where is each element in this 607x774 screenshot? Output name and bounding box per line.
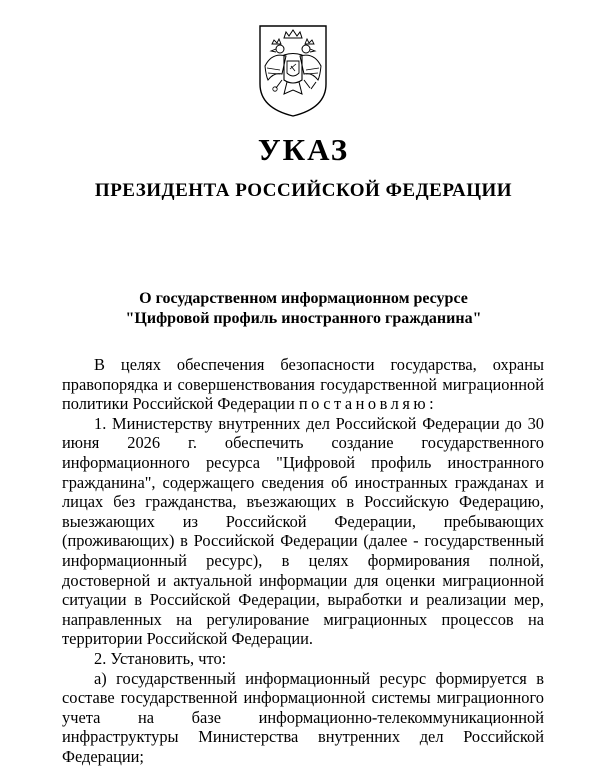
heading-line-1: О государственном информационном ресурсе [139,290,468,307]
document-title: УКАЗ [257,132,350,167]
preamble-text: В целях обеспечения безопасности государства, охраны правопорядка и совершенствования государственной миграционной политики Российской Федерации [62,355,544,414]
decree-word: постановляю: [298,394,438,414]
item-1-paragraph: 1. Министерству внутренних дел Российской Федерации до 30 июня 2026 г. обеспечить создание государственного информационного ресурса "Цифровой профиль иностранного гражданина", содержащего сведения об иностранных гражданах и лицах без гражданства, въезжающих в Российскую Федерацию, выезжающих из Российской Федерации, пребывающих (проживающих) в Российской Федерации (далее - государственный информационный ресурс), в целях формирования полной, достоверной и актуальной информации для оценки миграционной ситуации в Российской Федерации, выработки и реализации мер, направленных на регулирование миграционных процессов на территории Российской Федерации. [62,413,544,649]
heading-line-2: "Цифровой профиль иностранного гражданина" [125,310,482,327]
document-subtitle: ПРЕЗИДЕНТА РОССИЙСКОЙ ФЕДЕРАЦИИ [94,180,513,201]
preamble-paragraph [62,355,544,414]
decree-heading [60,289,547,329]
coat-of-arms-icon [256,22,330,118]
decree-body [62,355,544,766]
item-2-paragraph: 2. Установить, что: [94,648,227,668]
item-2a-paragraph: а) государственный информационный ресурс формируется в составе государственной информационной системы миграционного учета на базе информационно-телекоммуникационной инфраструктуры Министерства внутренних дел Российской Федерации; [62,668,544,766]
